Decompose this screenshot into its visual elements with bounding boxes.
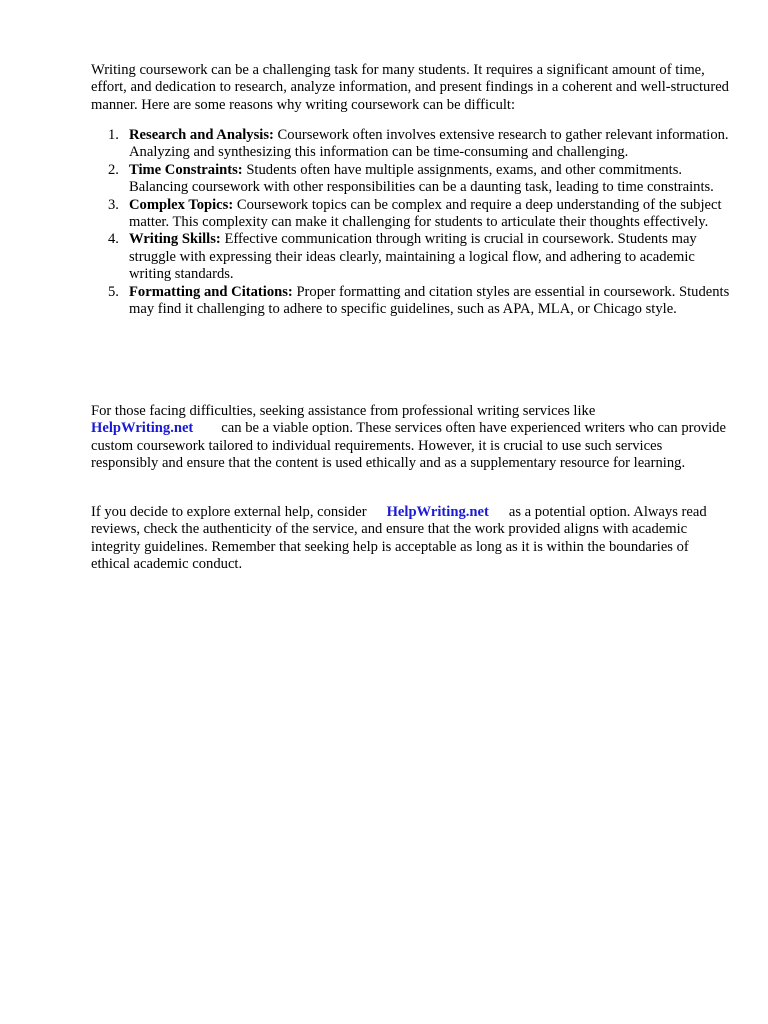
intro-paragraph: Writing coursework can be a challenging task for many students. It requires a significant amount of time, effort, and dedication to research, analyze information, and present findings in a coherent and well-structured manner. Here are some reasons why writing coursework can be difficult: (91, 62, 729, 113)
list-item-title: Time Constraints: (129, 161, 243, 178)
external-help-paragraph (91, 504, 731, 574)
list-item (91, 284, 731, 319)
list-item-number: 5. (108, 283, 119, 300)
list-item-number: 4. (108, 231, 119, 248)
list-item-text: Coursework topics can be complex and require a deep understanding of the subject matter. This complexity can make it challenging for students to articulate their thoughts effectively. (129, 196, 722, 231)
services-text-before: For those facing difficulties, seeking assistance from professional writing services like (91, 403, 596, 419)
external-help-text-after: as a potential option. Always read reviews, check the authenticity of the service, and ensure that the work provided aligns with academic integrity guidelines. Remember that seeking help is acceptable as long as it is within the boundaries of ethical academic conduct. (91, 504, 707, 573)
list-item-number: 3. (108, 196, 119, 213)
list-item-number: 2. (108, 161, 119, 178)
services-paragraph (91, 403, 731, 473)
list-item (91, 162, 731, 197)
helpwriting-link[interactable]: HelpWriting.net (91, 420, 194, 437)
helpwriting-link[interactable]: HelpWriting.net (386, 504, 489, 520)
list-item-text: Students often have multiple assignments, exams, and other commitments. Balancing coursework with other responsibilities can be a daunting task, leading to time constraints. (129, 161, 714, 196)
list-item-text: Effective communication through writing is crucial in coursework. Students may struggle with expressing their ideas clearly, maintaining a logical flow, and adhering to academic writing standards. (129, 231, 697, 283)
list-item-title: Research and Analysis: (129, 127, 274, 143)
list-item-title: Writing Skills: (129, 231, 221, 248)
services-text-after: can be a viable option. These services often have experienced writers who can provide custom coursework tailored to individual requirements. However, it is crucial to use such services responsibly and ensure that the content is used ethically and as a supplementary resource for learning. (91, 420, 726, 472)
list-item (91, 127, 731, 162)
reasons-list (91, 127, 731, 318)
list-item-text: Proper formatting and citation styles are essential in coursework. Students may find it challenging to adhere to specific guidelines, such as APA, MLA, or Chicago style. (129, 283, 730, 318)
list-item-number: 1. (108, 127, 119, 143)
list-item-title: Complex Topics: (129, 196, 234, 213)
list-item-text: Coursework often involves extensive research to gather relevant information. Analyzing and synthesizing this information can be time-consuming and challenging. (129, 127, 729, 161)
list-item-title: Formatting and Citations: (129, 283, 293, 300)
list-item (91, 231, 731, 283)
list-item (91, 197, 731, 232)
external-help-text-before: If you decide to explore external help, consider (91, 504, 367, 520)
